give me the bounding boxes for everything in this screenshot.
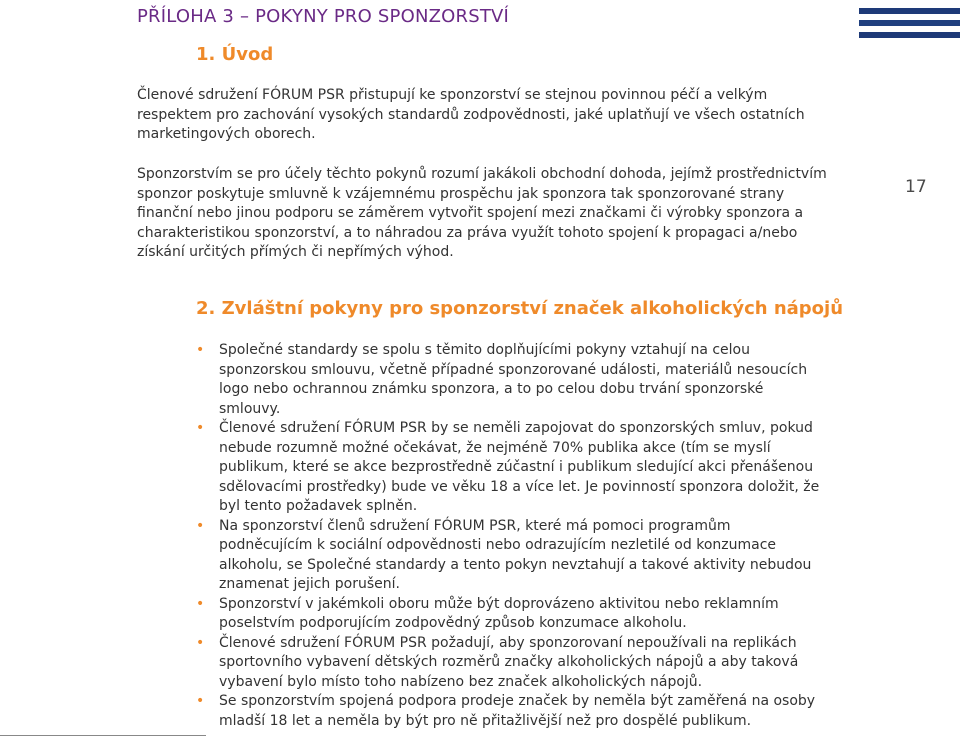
list-item	[196, 634, 826, 693]
bullet-icon: •	[196, 420, 205, 436]
logo-stripe	[859, 8, 960, 14]
list-item-text: Společné standardy se spolu s těmito doplňujícími pokyny vztahují na celou sponzorskou smlouvu, včetně případné sponzorované události, materiálů nesoucích logo nebo ochrannou známku sponzora, a to po celou dobu trvání sponzorské smlouvy.	[219, 342, 808, 417]
section-heading-special: 2. Zvláštní pokyny pro sponzorství značek alkoholických nápojů	[196, 298, 844, 319]
logo-stripe	[859, 20, 960, 26]
list-item-text: Se sponzorstvím spojená podpora prodeje značek by neměla být zaměřená na osoby mladší 18 let a neměla by být pro ně přitažlivější než pro dospělé publikum.	[219, 693, 816, 729]
section-heading-intro: 1. Úvod	[196, 44, 274, 65]
page-number: 17	[905, 177, 927, 197]
list-item	[196, 419, 826, 517]
list-item-text: Na sponzorství členů sdružení FÓRUM PSR, které má pomoci programům podněcujícím k sociální odpovědnosti nebo odrazujícím nezletilé od konzumace alkoholu, se Společné standardy a tento pokyn nevztahují a takové aktivity nebudou znamenat jejich porušení.	[219, 517, 812, 592]
logo-stripes-icon	[859, 8, 960, 44]
bullet-icon: •	[196, 595, 205, 612]
intro-paragraph-1: Členové sdružení FÓRUM PSR přistupují ke sponzorství se stejnou povinnou péčí a velkým respektem pro zachování vysokých standardů zodpovědnosti, jaké uplatňují ve všech ostatních marketingových oborech.	[137, 87, 805, 142]
bullet-icon: •	[196, 693, 205, 709]
guidelines-list	[196, 341, 826, 731]
bullet-icon: •	[196, 634, 205, 651]
page-header-title: PŘÍLOHA 3 – POKYNY PRO SPONZORSTVÍ	[137, 6, 510, 27]
list-item	[196, 595, 826, 634]
list-item-text: Sponzorství v jakémkoli oboru může být doprovázeno aktivitou nebo reklamním poselstvím podporujícím zodpovědný způsob konzumace alkoholu.	[219, 595, 779, 631]
list-item-text: Členové sdružení FÓRUM PSR by se neměli zapojovat do sponzorských smluv, pokud nebude rozumně možné očekávat, že nejméně 70% publika akce (tím se myslí publikum, které se akce bezprostředně zúčastní i publikum sledující akci přenášenou sdělovacími prostředky) bude ve věku 18 a více let. Je povinností sponzora doložit, že byl tento požadavek splněn.	[219, 420, 820, 514]
list-item-text: Členové sdružení FÓRUM PSR požadují, aby sponzorovaní nepoužívali na replikách sportovního vybavení dětských rozměrů značky alkoholických nápojů a aby taková vybavení bylo místo toho nabízeno bez značek alkoholických nápojů.	[219, 634, 799, 690]
list-item	[196, 692, 826, 731]
list-item	[196, 341, 826, 419]
bullet-icon: •	[196, 517, 205, 534]
list-item	[196, 517, 826, 595]
logo-stripe	[859, 32, 960, 38]
intro-paragraph-2: Sponzorstvím se pro účely těchto pokynů rozumí jakákoli obchodní dohoda, jejímž prostřednictvím sponzor poskytuje smluvně k vzájemnému prospěchu jak sponzora tak sponzorované strany finanční nebo jinou podporu se záměrem vytvořit spojení mezi značkami či výrobky sponzora a charakteristikou sponzorství, a to náhradou za práva využít tohoto spojení k propagaci a/nebo získání určitých přímých či nepřímých výhod.	[137, 166, 827, 260]
footer-divider	[0, 735, 206, 736]
bullet-icon: •	[196, 342, 205, 358]
